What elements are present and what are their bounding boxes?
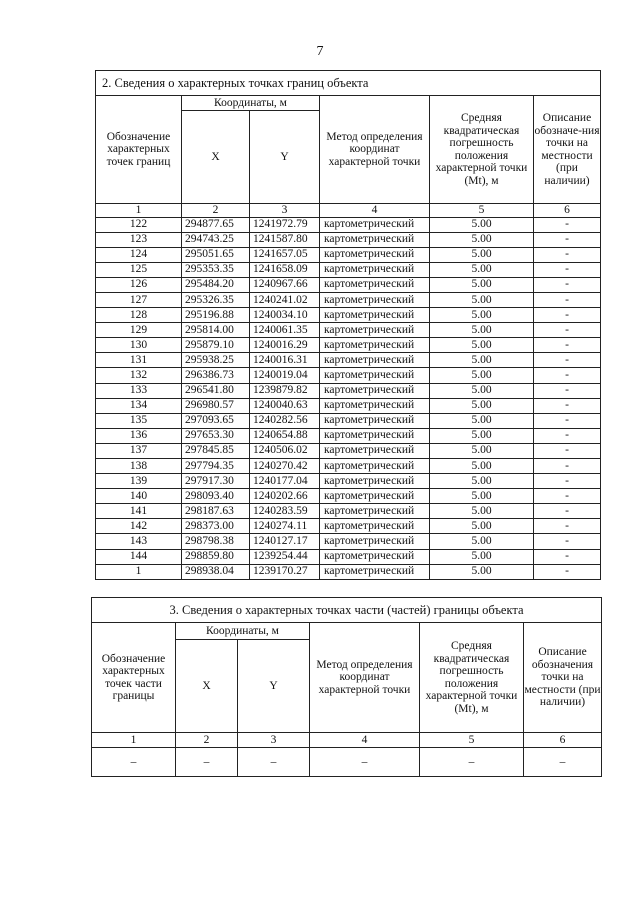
cell-designation: 141 — [96, 504, 182, 519]
cell-error: 5.00 — [430, 323, 534, 338]
cell-error: 5.00 — [430, 232, 534, 247]
cell-method: картометрический — [320, 262, 430, 277]
cell-method: картометрический — [320, 308, 430, 323]
cell-y: 1239879.82 — [250, 383, 320, 398]
table-row — [96, 262, 601, 277]
cell-x: 294743.25 — [182, 232, 250, 247]
table-row — [96, 428, 601, 443]
cell-method: картометрический — [320, 217, 430, 232]
cell-description: - — [534, 323, 601, 338]
table-row — [96, 383, 601, 398]
header-designation: Обозначение характерных точек границ — [96, 96, 182, 204]
cell-x: 296386.73 — [182, 368, 250, 383]
cell-y: 1240034.10 — [250, 308, 320, 323]
cell-description: - — [534, 277, 601, 292]
cell-error: 5.00 — [430, 383, 534, 398]
header-x: X — [182, 111, 250, 204]
cell-error: 5.00 — [430, 353, 534, 368]
cell-method: картометрический — [320, 489, 430, 504]
header-y: Y — [250, 111, 320, 204]
cell-x: 297653.30 — [182, 428, 250, 443]
cell-designation: 124 — [96, 247, 182, 262]
table-row — [96, 308, 601, 323]
cell-designation: 134 — [96, 398, 182, 413]
table-row — [96, 368, 601, 383]
table-row — [96, 549, 601, 564]
cell-y: 1240016.31 — [250, 353, 320, 368]
cell-error: 5.00 — [430, 504, 534, 519]
header-y: Y — [238, 640, 310, 733]
col-number: 5 — [430, 204, 534, 218]
cell-description: - — [534, 353, 601, 368]
cell-method: картометрический — [320, 398, 430, 413]
column-numbers-row — [96, 204, 601, 218]
cell-y: 1239254.44 — [250, 549, 320, 564]
table-row — [96, 323, 601, 338]
header-description: Описание обозначения точки на местности (при наличии) — [524, 623, 602, 733]
cell-x: 298373.00 — [182, 519, 250, 534]
cell-x: 297093.65 — [182, 413, 250, 428]
cell-error: 5.00 — [430, 247, 534, 262]
col-number: 3 — [238, 733, 310, 748]
table-row — [96, 338, 601, 353]
cell-x: 295938.25 — [182, 353, 250, 368]
cell-designation: 130 — [96, 338, 182, 353]
header-x: X — [176, 640, 238, 733]
cell-x: 295353.35 — [182, 262, 250, 277]
cell-x: 295051.65 — [182, 247, 250, 262]
col-number: 4 — [310, 733, 420, 748]
cell-x: 298938.04 — [182, 564, 250, 579]
col-number: 2 — [182, 204, 250, 218]
cell-method: картометрический — [320, 534, 430, 549]
cell-error: 5.00 — [430, 338, 534, 353]
cell-error: 5.00 — [430, 308, 534, 323]
cell-description: - — [534, 338, 601, 353]
cell-description: - — [534, 368, 601, 383]
cell-description: - — [534, 443, 601, 458]
cell-description: - — [534, 534, 601, 549]
cell-x: 298093.40 — [182, 489, 250, 504]
cell-method: картометрический — [320, 428, 430, 443]
cell-y: 1240654.88 — [250, 428, 320, 443]
cell-method: – — [310, 748, 420, 777]
cell-error: 5.00 — [430, 428, 534, 443]
table-row — [96, 247, 601, 262]
table-row — [96, 534, 601, 549]
cell-method: картометрический — [320, 292, 430, 307]
cell-designation: 139 — [96, 474, 182, 489]
table-row — [96, 459, 601, 474]
cell-y: 1240177.04 — [250, 474, 320, 489]
cell-error: 5.00 — [430, 217, 534, 232]
cell-description: - — [534, 398, 601, 413]
cell-description: - — [534, 308, 601, 323]
cell-x: 295196.88 — [182, 308, 250, 323]
cell-designation: 138 — [96, 459, 182, 474]
cell-method: картометрический — [320, 247, 430, 262]
column-numbers-row — [92, 733, 602, 748]
table-row — [96, 292, 601, 307]
cell-method: картометрический — [320, 504, 430, 519]
cell-description: - — [534, 247, 601, 262]
cell-description: - — [534, 232, 601, 247]
cell-error: 5.00 — [430, 459, 534, 474]
table-row — [96, 519, 601, 534]
cell-description: - — [534, 474, 601, 489]
cell-method: картометрический — [320, 413, 430, 428]
cell-description: - — [534, 383, 601, 398]
cell-designation: 127 — [96, 292, 182, 307]
cell-description: - — [534, 217, 601, 232]
cell-y: – — [238, 748, 310, 777]
cell-designation: 136 — [96, 428, 182, 443]
cell-designation: – — [92, 748, 176, 777]
cell-method: картометрический — [320, 443, 430, 458]
cell-designation: 140 — [96, 489, 182, 504]
cell-error: 5.00 — [430, 398, 534, 413]
cell-y: 1240282.56 — [250, 413, 320, 428]
cell-error: 5.00 — [430, 519, 534, 534]
cell-designation: 132 — [96, 368, 182, 383]
cell-description: - — [534, 413, 601, 428]
cell-designation: 123 — [96, 232, 182, 247]
cell-method: картометрический — [320, 519, 430, 534]
header-coords: Координаты, м — [182, 96, 320, 111]
table-row — [96, 277, 601, 292]
cell-x: – — [176, 748, 238, 777]
cell-error: – — [420, 748, 524, 777]
header-error: Средняя квадратическая погрешность положения характерной точки (Mt), м — [430, 96, 534, 204]
cell-description: - — [534, 489, 601, 504]
cell-x: 298798.38 — [182, 534, 250, 549]
header-designation: Обозначение характерных точек части границы — [92, 623, 176, 733]
cell-designation: 122 — [96, 217, 182, 232]
cell-method: картометрический — [320, 383, 430, 398]
cell-y: 1241587.80 — [250, 232, 320, 247]
cell-method: картометрический — [320, 277, 430, 292]
cell-designation: 125 — [96, 262, 182, 277]
part-boundary-points-table — [91, 597, 602, 777]
cell-error: 5.00 — [430, 489, 534, 504]
cell-y: 1240016.29 — [250, 338, 320, 353]
cell-y: 1240202.66 — [250, 489, 320, 504]
cell-y: 1240283.59 — [250, 504, 320, 519]
cell-y: 1240241.02 — [250, 292, 320, 307]
header-method: Метод определения координат характерной точки — [310, 623, 420, 733]
col-number: 3 — [250, 204, 320, 218]
cell-error: 5.00 — [430, 549, 534, 564]
col-number: 1 — [92, 733, 176, 748]
page-number: 7 — [316, 44, 324, 59]
col-number: 5 — [420, 733, 524, 748]
cell-error: 5.00 — [430, 413, 534, 428]
cell-designation: 142 — [96, 519, 182, 534]
cell-description: - — [534, 292, 601, 307]
cell-x: 296541.80 — [182, 383, 250, 398]
cell-x: 298859.80 — [182, 549, 250, 564]
cell-error: 5.00 — [430, 474, 534, 489]
cell-y: 1241658.09 — [250, 262, 320, 277]
col-number: 6 — [524, 733, 602, 748]
cell-y: 1240967.66 — [250, 277, 320, 292]
col-number: 2 — [176, 733, 238, 748]
cell-y: 1240040.63 — [250, 398, 320, 413]
cell-description: - — [534, 459, 601, 474]
table-row — [96, 564, 601, 579]
cell-method: картометрический — [320, 474, 430, 489]
cell-y: 1241657.05 — [250, 247, 320, 262]
col-number: 6 — [534, 204, 601, 218]
header-coords: Координаты, м — [176, 623, 310, 640]
cell-y: 1240270.42 — [250, 459, 320, 474]
boundary-points-table — [95, 70, 601, 580]
table-row — [96, 489, 601, 504]
cell-x: 296980.57 — [182, 398, 250, 413]
cell-designation: 1 — [96, 564, 182, 579]
cell-x: 295326.35 — [182, 292, 250, 307]
table-row — [92, 748, 602, 777]
cell-y: 1241972.79 — [250, 217, 320, 232]
cell-description: - — [534, 504, 601, 519]
cell-y: 1240019.04 — [250, 368, 320, 383]
table-row — [96, 504, 601, 519]
header-description: Описание обозначе-ния точки на местности (при наличии) — [534, 96, 601, 204]
cell-error: 5.00 — [430, 292, 534, 307]
cell-description: - — [534, 564, 601, 579]
cell-description: - — [534, 262, 601, 277]
cell-method: картометрический — [320, 353, 430, 368]
cell-description: – — [524, 748, 602, 777]
table-row — [96, 353, 601, 368]
cell-description: - — [534, 549, 601, 564]
cell-y: 1239170.27 — [250, 564, 320, 579]
table-row — [96, 413, 601, 428]
cell-designation: 135 — [96, 413, 182, 428]
cell-error: 5.00 — [430, 368, 534, 383]
cell-designation: 144 — [96, 549, 182, 564]
cell-error: 5.00 — [430, 443, 534, 458]
cell-error: 5.00 — [430, 262, 534, 277]
col-number: 1 — [96, 204, 182, 218]
cell-method: картометрический — [320, 564, 430, 579]
cell-designation: 126 — [96, 277, 182, 292]
cell-method: картометрический — [320, 323, 430, 338]
cell-x: 297917.30 — [182, 474, 250, 489]
cell-designation: 133 — [96, 383, 182, 398]
table-row — [96, 398, 601, 413]
cell-designation: 131 — [96, 353, 182, 368]
section2-title: 2. Сведения о характерных точках границ объекта — [96, 71, 601, 96]
header-method: Метод определения координат характерной точки — [320, 96, 430, 204]
cell-designation: 129 — [96, 323, 182, 338]
table-row — [96, 443, 601, 458]
cell-description: - — [534, 519, 601, 534]
cell-method: картометрический — [320, 338, 430, 353]
col-number: 4 — [320, 204, 430, 218]
cell-method: картометрический — [320, 368, 430, 383]
cell-y: 1240061.35 — [250, 323, 320, 338]
cell-error: 5.00 — [430, 564, 534, 579]
cell-description: - — [534, 428, 601, 443]
cell-designation: 137 — [96, 443, 182, 458]
cell-y: 1240506.02 — [250, 443, 320, 458]
cell-x: 298187.63 — [182, 504, 250, 519]
table-row — [96, 474, 601, 489]
cell-x: 297845.85 — [182, 443, 250, 458]
cell-method: картометрический — [320, 459, 430, 474]
cell-designation: 128 — [96, 308, 182, 323]
table-row — [96, 217, 601, 232]
cell-method: картометрический — [320, 549, 430, 564]
cell-error: 5.00 — [430, 534, 534, 549]
cell-error: 5.00 — [430, 277, 534, 292]
cell-x: 295814.00 — [182, 323, 250, 338]
cell-x: 297794.35 — [182, 459, 250, 474]
cell-x: 294877.65 — [182, 217, 250, 232]
cell-x: 295484.20 — [182, 277, 250, 292]
header-error: Средняя квадратическая погрешность положения характерной точки (Mt), м — [420, 623, 524, 733]
cell-designation: 143 — [96, 534, 182, 549]
cell-y: 1240274.11 — [250, 519, 320, 534]
cell-method: картометрический — [320, 232, 430, 247]
table-row — [96, 232, 601, 247]
section3-title: 3. Сведения о характерных точках части (частей) границы объекта — [92, 598, 602, 623]
cell-y: 1240127.17 — [250, 534, 320, 549]
cell-x: 295879.10 — [182, 338, 250, 353]
